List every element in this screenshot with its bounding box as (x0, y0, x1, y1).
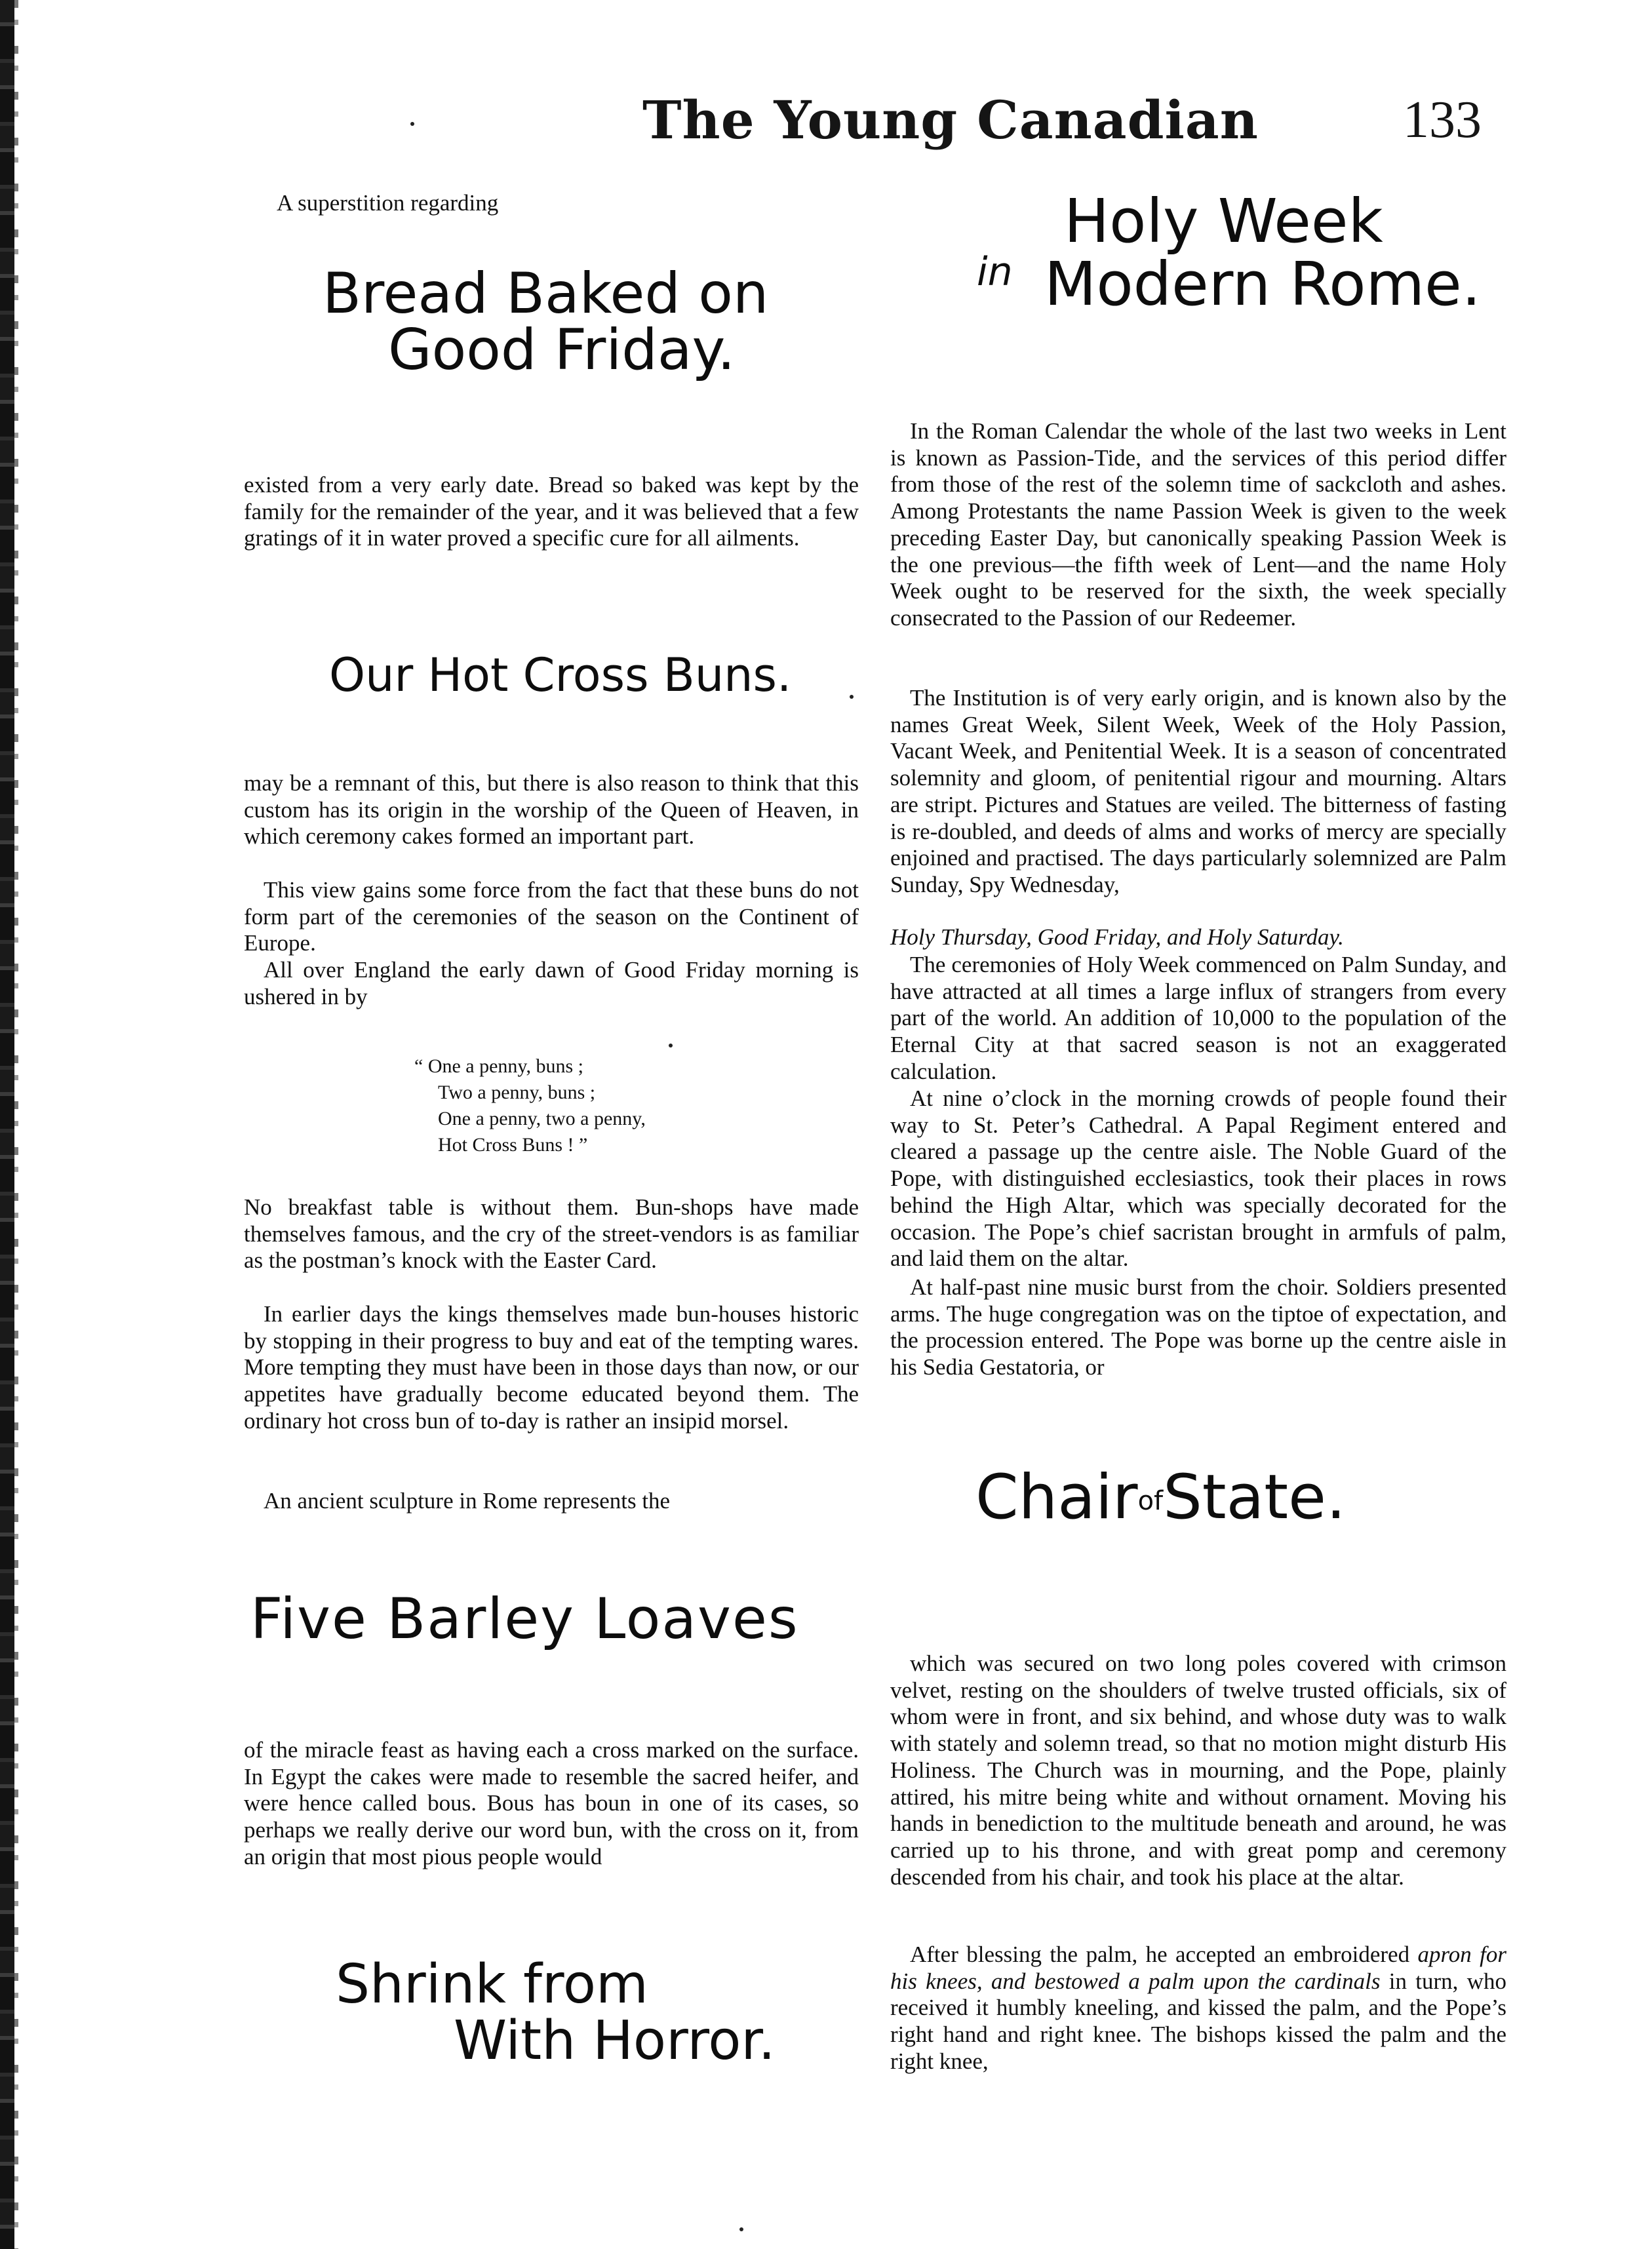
stray-mark (739, 2227, 743, 2231)
page-number: 133 (1403, 91, 1482, 149)
heading-line: Holy Week (1064, 186, 1383, 256)
text-run: in turn, who received it humbly kneeling, and kissed the palm, and the Pope’s right hand and right knee. The bishops kissed the palm and the right knee, (890, 1968, 1506, 2074)
paragraph-italic-line: Holy Thursday, Good Friday, and Holy Saturday. (890, 924, 1344, 950)
paragraph: The ceremonies of Holy Week commenced on Palm Sunday, and have attracted at all times a large influx of strangers from every part of the world. An addition of 10,000 to the population of the Eternal City at that sacred season is not an exaggerated calculation. (890, 952, 1506, 1084)
intro-line: A superstition regarding (277, 190, 499, 216)
paragraph: This view gains some force from the fact that these buns do not form part of the ceremonies of the season on the Continent of Europe. (244, 877, 859, 956)
paragraph: of the miracle feast as having each a cross marked on the surface. In Egypt the cakes were made to resemble the sacred heifer, and were hence called bous. Bous has boun in one of its cases, so perhaps we really derive our word bun, with the cross on it, from an origin that most pious people would (244, 1737, 859, 1869)
rhyme-line: One a penny, two a penny, (438, 1108, 646, 1129)
running-title: The Young Canadian (642, 89, 1259, 151)
paragraph: No breakfast table is without them. Bun-shops have made themselves famous, and the cry of the street-vendors is as familiar as the postman’s knock with the Easter Card. (244, 1194, 859, 1274)
handwritten-title (1044, 186, 1481, 319)
rhyme-line: Two a penny, buns ; (438, 1082, 596, 1103)
heading-line: Shrink from (336, 1953, 648, 2016)
scan-binding-shadow (14, 0, 18, 2249)
heading-line: With Horror. (454, 2010, 776, 2072)
rhyme-line: Hot Cross Buns ! ” (438, 1134, 588, 1156)
paragraph: may be a remnant of this, but there is also reason to think that this custom has its origin in the worship of the Queen of Heaven, in which ceremony cakes formed an important part. (244, 770, 859, 850)
rhyme-line: “ One a penny, buns ; (414, 1055, 583, 1077)
handwritten-heading-shrink (336, 1953, 776, 2072)
paragraph: which was secured on two long poles covered with crimson velvet, resting on the shoulders of twelve trusted officials, six of whom were in front, and six behind, and whose duty was to walk with stately and solemn tread, so that no motion might disturb His Holiness. The Church was in mourning, and the Pope, plainly attired, his mitre being white and without ornament. Moving his hands in benediction to the multitude beneath and around, he was carried up to his throne, and with great pomp and ceremony descended from his chair, and took his place at the altar. (890, 1651, 1506, 1890)
paragraph: The Institution is of very early origin, and is known also by the names Great Week, Silent Week, Week of the Holy Passion, Vacant Week, and Penitential Week. It is a season of concentrated solemnity and gloom, of penitential rigour and mourning. Altars are stript. Pictures and Statues are veiled. The bitterness of fasting is re-doubled, and deeds of alms and works of mercy are specially enjoined and practised. The days particularly solemnized are Palm Sunday, Spy Wednesday, (890, 685, 1506, 897)
heading-line: Bread Baked on (323, 261, 769, 326)
heading-word: Chair (975, 1462, 1138, 1533)
paragraph: At half-past nine music burst from the choir. Soldiers presented arms. The huge congregation was on the tiptoe of expectation, and the procession entered. The Pope was borne up the centre aisle in his Sedia Gestatoria, or (890, 1274, 1506, 1380)
paragraph: existed from a very early date. Bread so baked was kept by the family for the remainder of the year, and it was believed that a few gratings of it in water proved a specific cure for all ailments. (244, 472, 859, 551)
italic-run: apron for his knees, and bestowed a palm upon the cardinals (890, 1942, 1507, 1994)
paragraph: In earlier days the kings themselves made bun-houses historic by stopping in their progress to buy and eat of the tempting wares. More tempting they must have been in those days than now, or our appetites have gradually become educated beyond them. The ordinary hot cross bun of to-day is rather an insipid morsel. (244, 1301, 859, 1434)
handwritten-title-in: in (977, 249, 1013, 295)
heading-small-word: of (1137, 1486, 1164, 1517)
handwritten-heading-chair (975, 1458, 1346, 1540)
paragraph: At nine o’clock in the morning crowds of people found their way to St. Peter’s Cathedral. A Papal Regiment entered and cleared a passage up the centre aisle. The Noble Guard of the Pope, with distinguished ecclesiastics, took their places in rows behind the High Altar, which was specially decorated for the occasion. The Pope’s chief sacristan brought in armfuls of palm, and laid them on the altar. (890, 1085, 1506, 1272)
paragraph: An ancient sculpture in Rome represents the (264, 1488, 671, 1514)
handwritten-heading-buns: Our Hot Cross Buns. (329, 648, 792, 702)
paragraph (890, 1942, 1506, 2075)
stray-mark (669, 1044, 673, 1047)
paragraph: In the Roman Calendar the whole of the last two weeks in Lent is known as Passion-Tide, and the services of this period differ from those of the rest of the solemn time of sackcloth and ashes. Among Protestants the name Passion Week is given to the week preceding Easter Day, but canonically speaking Passion Week is the one previous—the fifth week of Lent—and the name Holy Week ought to be reserved for the sixth, the week specially consecrated to the Passion of our Redeemer. (890, 418, 1506, 631)
stray-mark (850, 695, 854, 699)
paragraph: All over England the early dawn of Good Friday morning is ushered in by (244, 957, 859, 1009)
scan-binding-edge (0, 0, 14, 2249)
handwritten-heading-bread (323, 261, 769, 383)
handwritten-heading-loaves: Five Barley Loaves (250, 1586, 799, 1652)
stray-mark (410, 122, 414, 126)
heading-line: Modern Rome. (1044, 249, 1481, 319)
heading-line: Good Friday. (388, 317, 736, 383)
heading-word: State. (1163, 1462, 1346, 1533)
text-run: After blessing the palm, he accepted an embroidered (910, 1942, 1410, 1967)
